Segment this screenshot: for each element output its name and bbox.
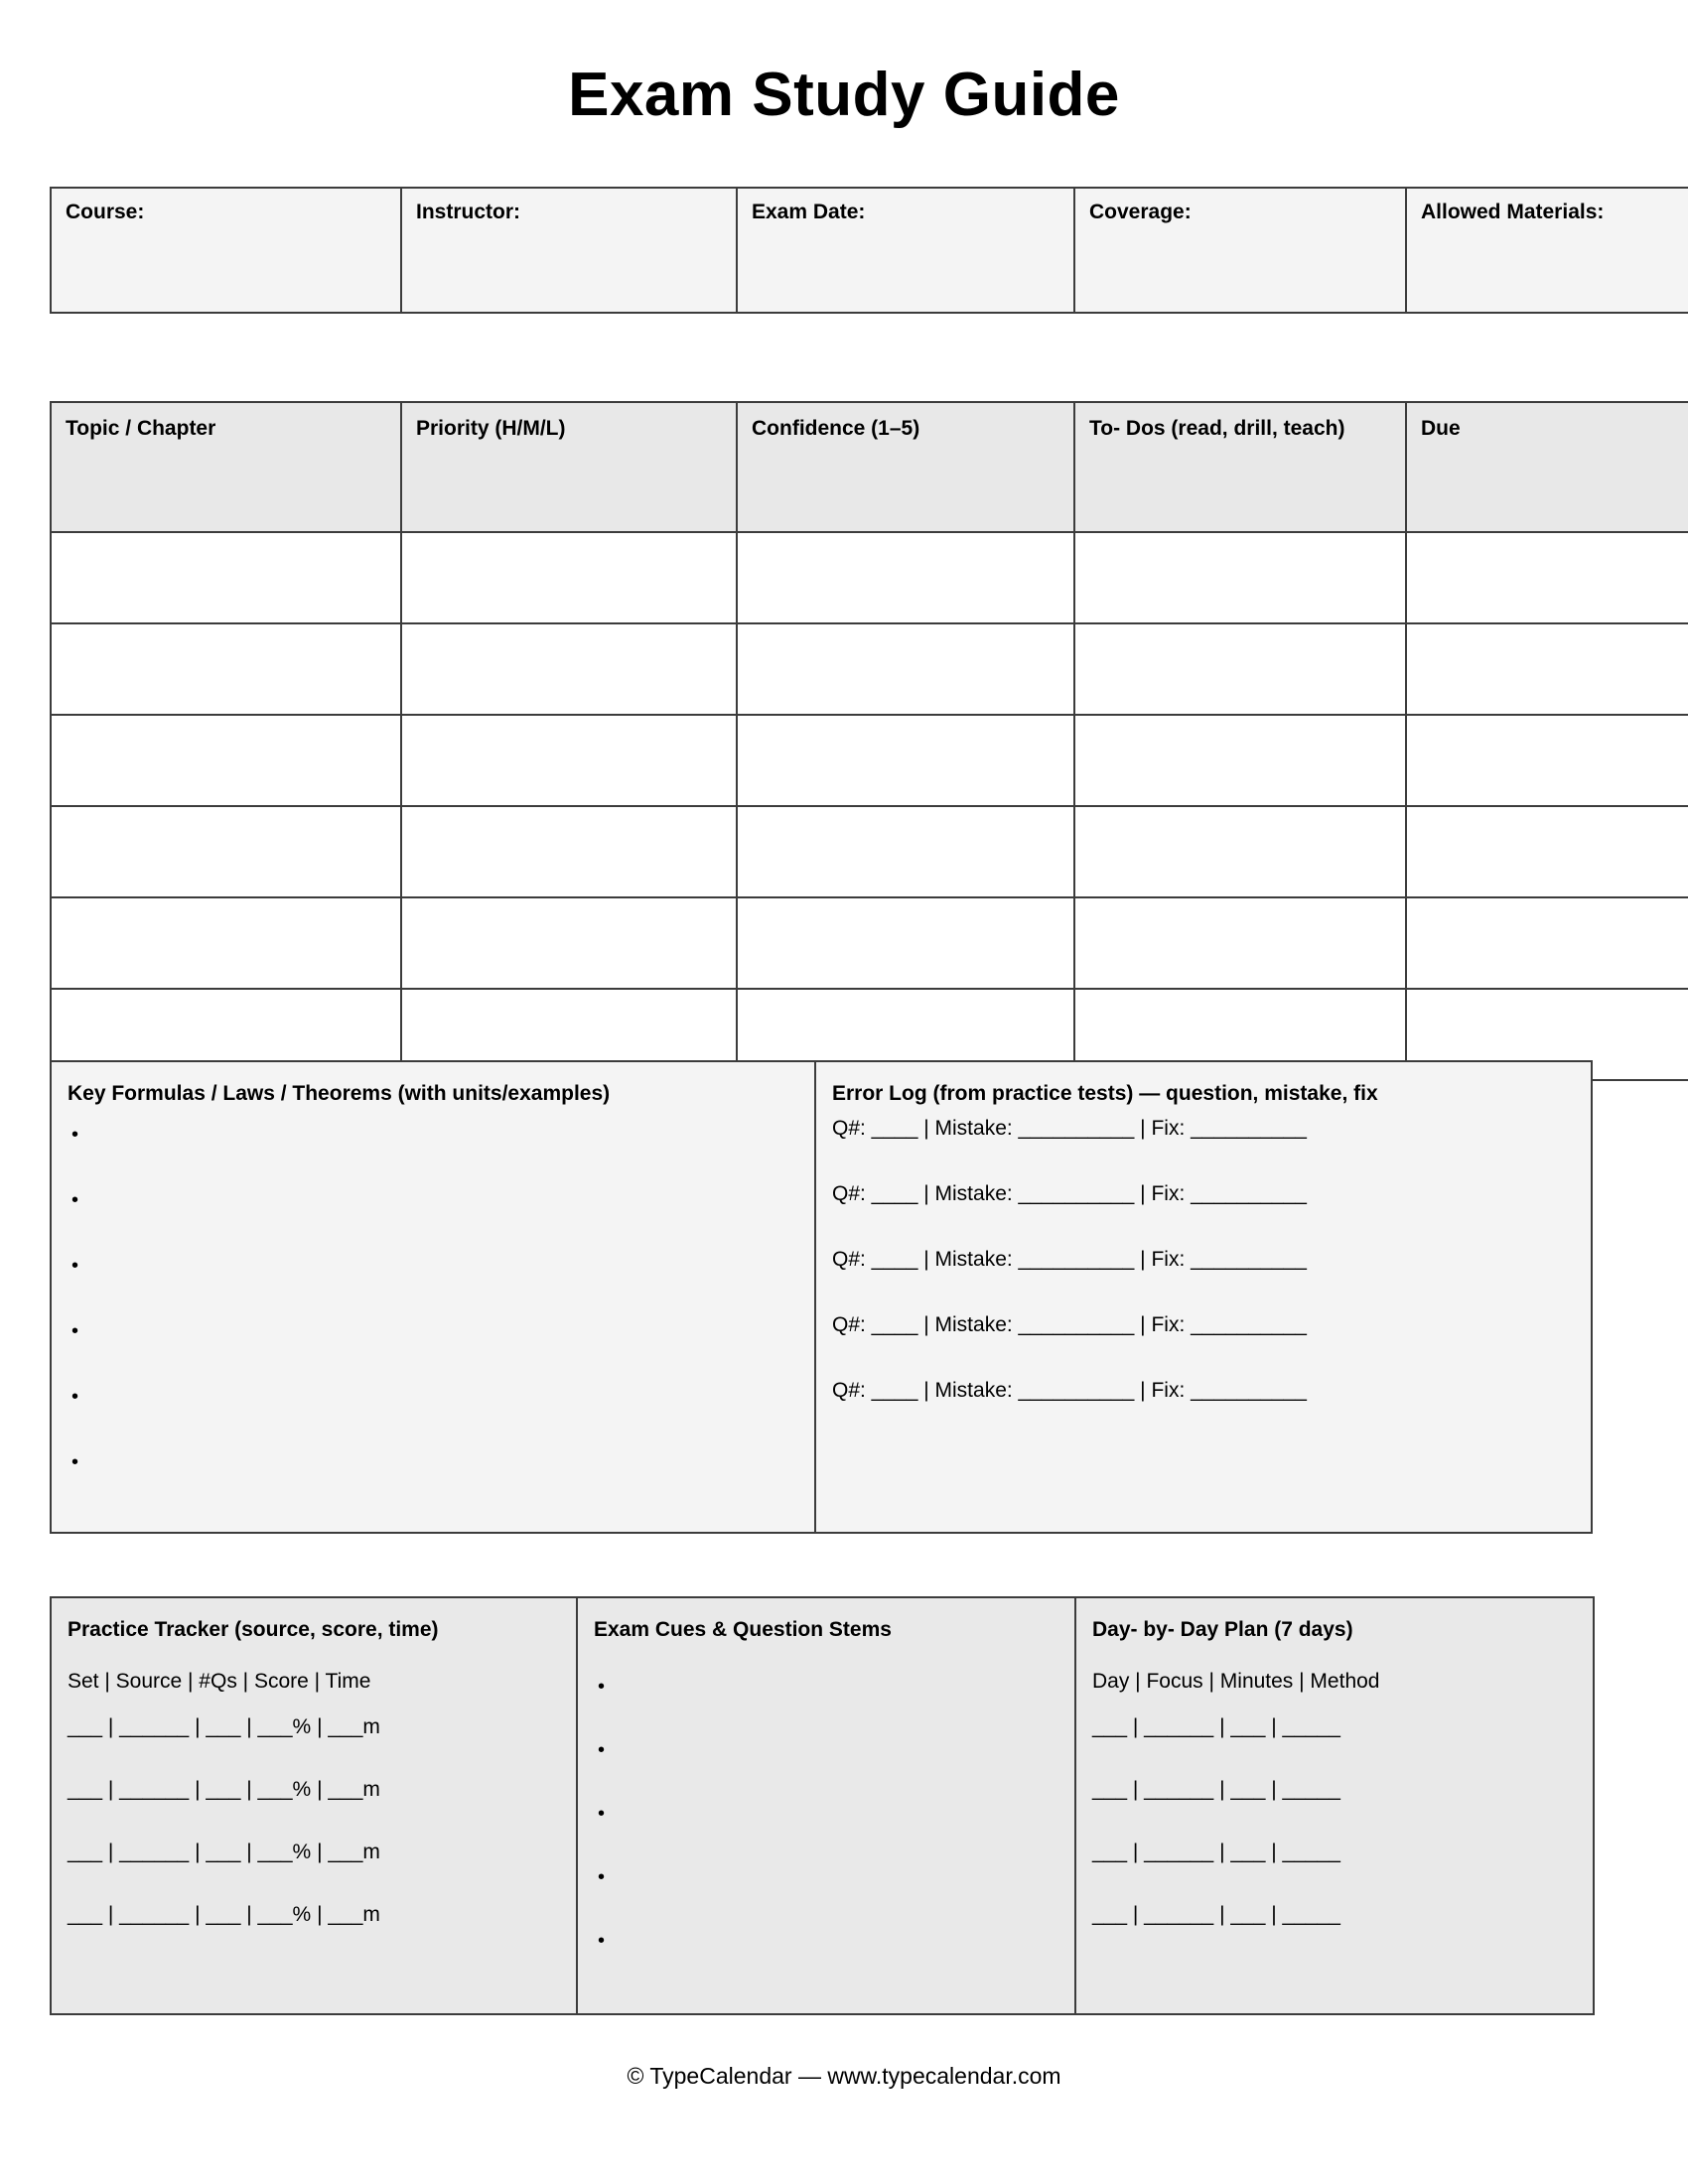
cell-priority[interactable] xyxy=(401,715,737,806)
practice-tracker-panel xyxy=(51,1597,577,2014)
column-header-confidence: Confidence (1–5) xyxy=(737,402,1074,532)
cell-confidence[interactable] xyxy=(737,715,1074,806)
list-item[interactable] xyxy=(594,1733,1058,1797)
day-plan-row[interactable]: ___ | ______ | ___ | _____ xyxy=(1092,1715,1340,1739)
exam-cues-panel xyxy=(577,1597,1075,2014)
info-label-instructor: Instructor: xyxy=(416,201,520,223)
course-info-table xyxy=(50,187,1688,314)
cell-priority[interactable] xyxy=(401,532,737,623)
info-label-allowed-materials: Allowed Materials: xyxy=(1421,201,1605,223)
cell-topic[interactable] xyxy=(51,806,401,897)
column-header-priority: Priority (H/M/L) xyxy=(401,402,737,532)
practice-tracker-column-line: Set | Source | #Qs | Score | Time xyxy=(68,1670,371,1694)
cell-topic[interactable] xyxy=(51,623,401,715)
info-cell-exam-date[interactable] xyxy=(737,188,1074,313)
error-log-row[interactable]: Q#: ____ | Mistake: __________ | Fix: __________ xyxy=(832,1182,1307,1206)
error-log-row[interactable]: Q#: ____ | Mistake: __________ | Fix: __________ xyxy=(832,1379,1307,1403)
topic-chapter-table xyxy=(50,401,1688,1081)
table-row xyxy=(51,188,1688,313)
cell-topic[interactable] xyxy=(51,532,401,623)
list-item[interactable] xyxy=(68,1248,798,1313)
cell-topic[interactable] xyxy=(51,715,401,806)
cell-due[interactable] xyxy=(1406,897,1688,989)
mid-section-table xyxy=(50,1060,1593,1534)
list-item[interactable] xyxy=(68,1444,798,1510)
info-cell-instructor[interactable] xyxy=(401,188,737,313)
day-plan-row[interactable]: ___ | ______ | ___ | _____ xyxy=(1092,1778,1340,1802)
cell-todos[interactable] xyxy=(1074,806,1406,897)
day-plan-heading: Day- by- Day Plan (7 days) xyxy=(1092,1618,1353,1641)
info-cell-course[interactable] xyxy=(51,188,401,313)
cell-confidence[interactable] xyxy=(737,897,1074,989)
practice-tracker-row[interactable]: ___ | ______ | ___ | ___% | ___m xyxy=(68,1778,380,1802)
key-formulas-panel xyxy=(51,1061,815,1533)
info-label-exam-date: Exam Date: xyxy=(752,201,866,223)
list-item[interactable] xyxy=(68,1182,798,1248)
table-header-row xyxy=(51,402,1688,532)
column-header-due: Due xyxy=(1406,402,1688,532)
error-log-row[interactable]: Q#: ____ | Mistake: __________ | Fix: __________ xyxy=(832,1313,1307,1337)
error-log-panel xyxy=(815,1061,1592,1533)
exam-cues-bullet-list xyxy=(594,1670,1058,1987)
cell-todos[interactable] xyxy=(1074,532,1406,623)
list-item[interactable] xyxy=(68,1117,798,1182)
key-formulas-heading: Key Formulas / Laws / Theorems (with units/examples) xyxy=(68,1082,611,1105)
day-plan-row[interactable]: ___ | ______ | ___ | _____ xyxy=(1092,1903,1340,1927)
cell-confidence[interactable] xyxy=(737,806,1074,897)
cell-topic[interactable] xyxy=(51,897,401,989)
cell-due[interactable] xyxy=(1406,715,1688,806)
page-title: Exam Study Guide xyxy=(568,61,1120,129)
exam-cues-heading: Exam Cues & Question Stems xyxy=(594,1618,892,1641)
info-cell-allowed-materials[interactable] xyxy=(1406,188,1688,313)
cell-todos[interactable] xyxy=(1074,897,1406,989)
table-row xyxy=(51,623,1688,715)
cell-confidence[interactable] xyxy=(737,532,1074,623)
cell-due[interactable] xyxy=(1406,532,1688,623)
cell-priority[interactable] xyxy=(401,623,737,715)
table-row xyxy=(51,715,1688,806)
cell-todos[interactable] xyxy=(1074,715,1406,806)
table-row xyxy=(51,806,1688,897)
table-row xyxy=(51,1597,1594,2014)
error-log-heading: Error Log (from practice tests) — question, mistake, fix xyxy=(832,1082,1378,1105)
day-plan-panel xyxy=(1075,1597,1594,2014)
list-item[interactable] xyxy=(594,1860,1058,1924)
table-row xyxy=(51,1061,1592,1533)
table-row xyxy=(51,897,1688,989)
day-plan-column-line: Day | Focus | Minutes | Method xyxy=(1092,1670,1380,1694)
column-header-topic: Topic / Chapter xyxy=(51,402,401,532)
info-label-coverage: Coverage: xyxy=(1089,201,1192,223)
list-item[interactable] xyxy=(594,1924,1058,1987)
bottom-section-table xyxy=(50,1596,1595,2015)
cell-confidence[interactable] xyxy=(737,623,1074,715)
practice-tracker-row[interactable]: ___ | ______ | ___ | ___% | ___m xyxy=(68,1841,380,1864)
list-item[interactable] xyxy=(68,1379,798,1444)
list-item[interactable] xyxy=(594,1670,1058,1733)
key-formulas-bullet-list xyxy=(68,1117,798,1510)
footer-credit: © TypeCalendar — www.typecalendar.com xyxy=(627,2063,1061,2089)
cell-due[interactable] xyxy=(1406,623,1688,715)
list-item[interactable] xyxy=(68,1313,798,1379)
info-cell-coverage[interactable] xyxy=(1074,188,1406,313)
practice-tracker-heading: Practice Tracker (source, score, time) xyxy=(68,1618,439,1641)
list-item[interactable] xyxy=(594,1797,1058,1860)
cell-todos[interactable] xyxy=(1074,623,1406,715)
error-log-row[interactable]: Q#: ____ | Mistake: __________ | Fix: __________ xyxy=(832,1117,1307,1141)
error-log-row[interactable]: Q#: ____ | Mistake: __________ | Fix: __________ xyxy=(832,1248,1307,1272)
practice-tracker-row[interactable]: ___ | ______ | ___ | ___% | ___m xyxy=(68,1903,380,1927)
day-plan-row[interactable]: ___ | ______ | ___ | _____ xyxy=(1092,1841,1340,1864)
table-row xyxy=(51,532,1688,623)
info-label-course: Course: xyxy=(66,201,145,223)
cell-priority[interactable] xyxy=(401,897,737,989)
practice-tracker-row[interactable]: ___ | ______ | ___ | ___% | ___m xyxy=(68,1715,380,1739)
column-header-todos: To- Dos (read, drill, teach) xyxy=(1074,402,1406,532)
cell-due[interactable] xyxy=(1406,806,1688,897)
cell-priority[interactable] xyxy=(401,806,737,897)
